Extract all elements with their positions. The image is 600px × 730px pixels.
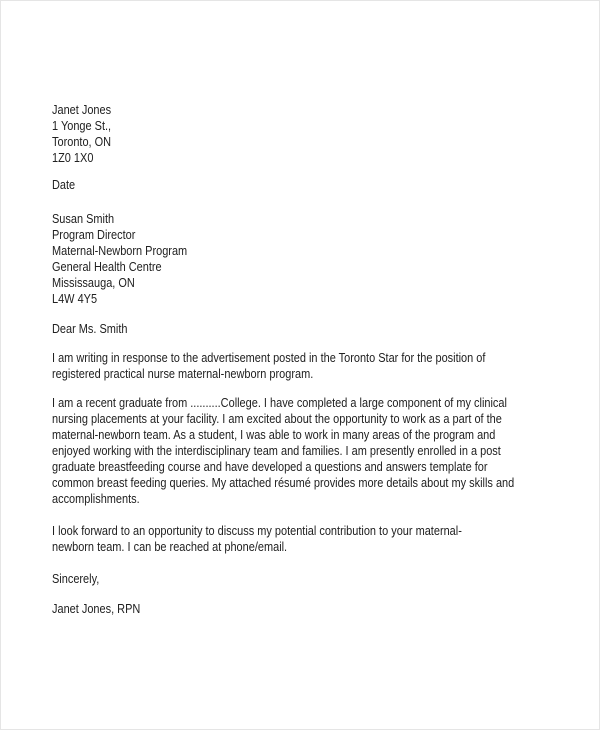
sender-address-block	[52, 102, 600, 166]
body-paragraph-1: I am writing in response to the advertisement posted in the Toronto Star for the position of registered practical nurse maternal-newborn program.	[52, 351, 486, 381]
body-paragraph-3: I look forward to an opportunity to discuss my potential contribution to your maternal- newborn team. I can be reached at phone/email.	[52, 524, 462, 554]
recipient-address-block	[52, 211, 600, 307]
recipient-postal-code: L4W 4Y5	[52, 292, 98, 306]
recipient-name: Susan Smith	[52, 212, 115, 226]
letter-content	[52, 102, 600, 617]
sender-name: Janet Jones	[52, 103, 112, 117]
recipient-title: Program Director	[52, 228, 136, 242]
recipient-program: Maternal-Newborn Program	[52, 244, 188, 258]
sender-postal-code: 1Z0 1X0	[52, 151, 94, 165]
body-paragraph-2: I am a recent graduate from ..........College. I have completed a large component of my clinical nursing placements at your facility. I am excited about the opportunity to work as a part of the maternal-newborn team. As a student, I was able to work in many areas of the program and enjoyed working with the interdisciplinary team and families. I am presently enrolled in a post graduate breastfeeding course and have developed a questions and answers template for common breast feeding queries. My attached résumé provides more details about my skills and accomplishments.	[52, 396, 515, 506]
salutation: Dear Ms. Smith	[52, 322, 128, 336]
closing: Sincerely,	[52, 572, 100, 586]
date-line: Date	[52, 178, 76, 192]
sender-city: Toronto, ON	[52, 135, 112, 149]
recipient-organization: General Health Centre	[52, 260, 162, 274]
signature-name: Janet Jones, RPN	[52, 602, 141, 616]
sender-street: 1 Yonge St.,	[52, 119, 112, 133]
recipient-city: Mississauga, ON	[52, 276, 135, 290]
